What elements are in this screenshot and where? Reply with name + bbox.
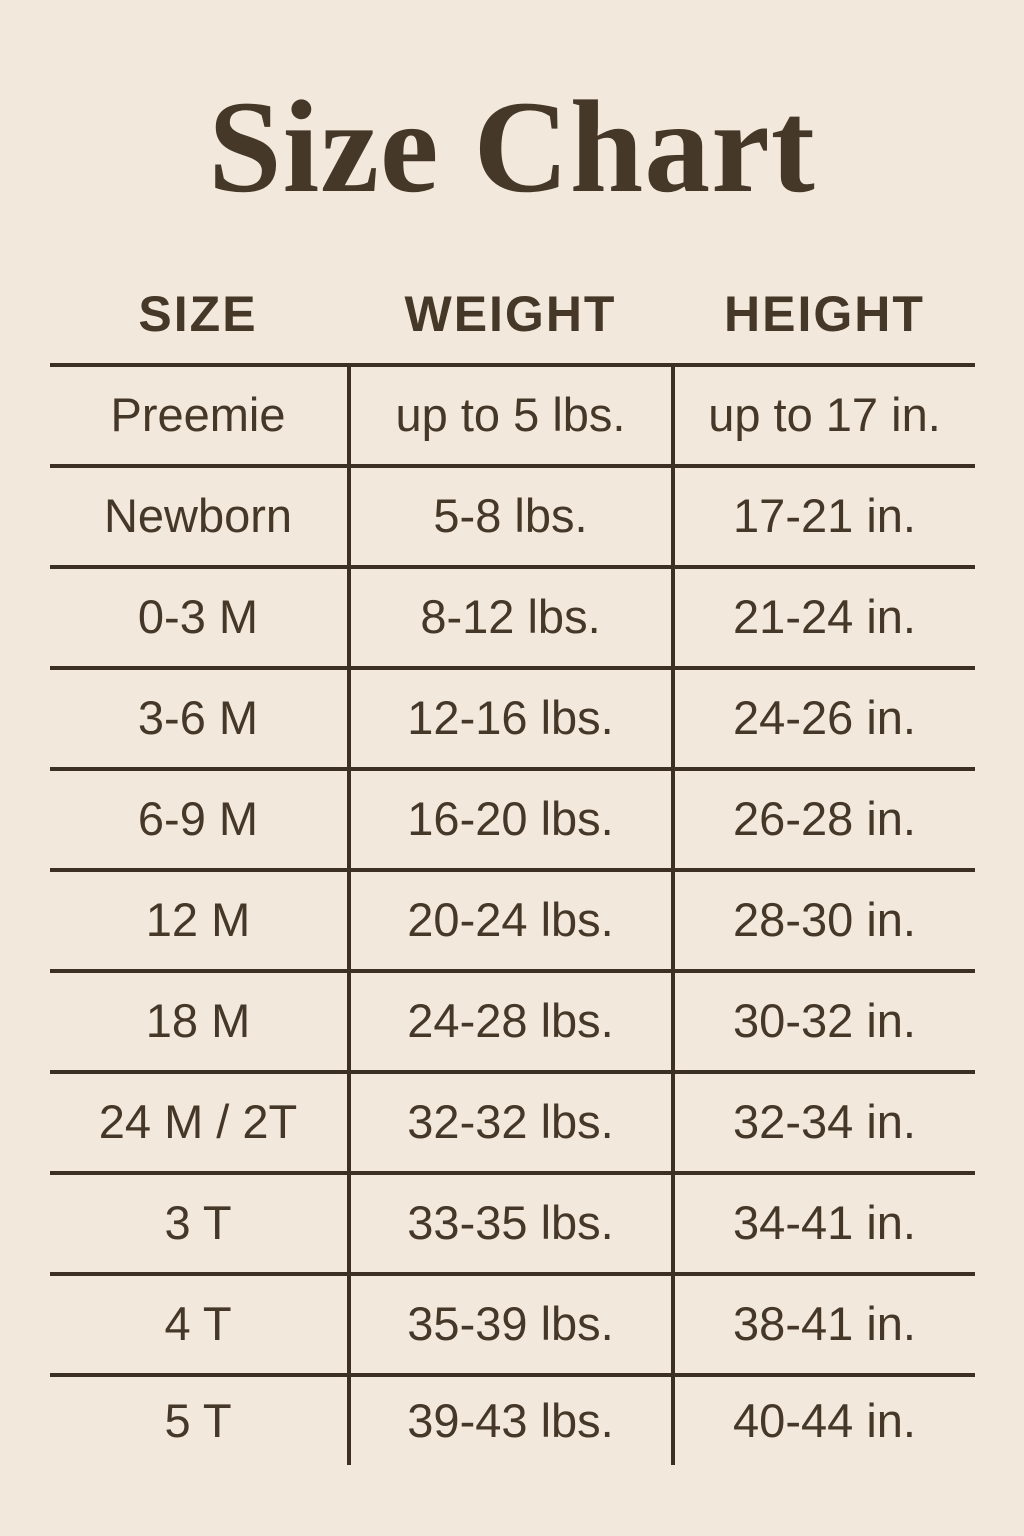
table-row: [50, 872, 975, 973]
height-cell: 30-32 in.: [733, 994, 916, 1048]
table-header-row: [50, 267, 975, 367]
size-cell: 6-9 M: [137, 792, 259, 846]
size-cell: 18 M: [145, 994, 251, 1048]
table-row: [50, 973, 975, 1074]
weight-cell: 32-32 lbs.: [347, 1074, 675, 1171]
size-cell: 0-3 M: [137, 590, 259, 644]
table-row: [50, 468, 975, 569]
weight-cell: 12-16 lbs.: [347, 670, 675, 767]
table-body: [50, 367, 975, 1465]
size-chart-page: [0, 73, 1024, 1536]
table-row: [50, 1074, 975, 1175]
height-cell: 21-24 in.: [733, 590, 916, 644]
table-row: [50, 569, 975, 670]
weight-cell: 33-35 lbs.: [347, 1175, 675, 1272]
weight-cell: 35-39 lbs.: [347, 1276, 675, 1373]
weight-cell: 24-28 lbs.: [347, 973, 675, 1070]
weight-cell: 8-12 lbs.: [347, 569, 675, 666]
height-cell: 24-26 in.: [733, 691, 916, 745]
weight-cell: 5-8 lbs.: [347, 468, 675, 565]
height-cell: 17-21 in.: [733, 489, 916, 543]
weight-cell: up to 5 lbs.: [347, 367, 675, 464]
height-cell: 34-41 in.: [733, 1196, 916, 1250]
height-cell: 28-30 in.: [733, 893, 916, 947]
height-cell: 40-44 in.: [733, 1393, 916, 1447]
table-row: [50, 1276, 975, 1377]
table-row: [50, 670, 975, 771]
column-header-height: HEIGHT: [724, 286, 925, 343]
weight-cell: 39-43 lbs.: [347, 1377, 675, 1465]
size-cell: Newborn: [103, 489, 293, 543]
size-cell: 24 M / 2T: [98, 1095, 298, 1149]
size-cell: Preemie: [110, 388, 286, 442]
height-cell: 38-41 in.: [733, 1297, 916, 1351]
table-row: [50, 1175, 975, 1276]
column-header-weight: WEIGHT: [404, 286, 617, 343]
height-cell: 32-34 in.: [733, 1095, 916, 1149]
table-row: [50, 367, 975, 468]
table-row: [50, 1377, 975, 1465]
weight-cell: 16-20 lbs.: [347, 771, 675, 868]
size-cell: 3-6 M: [137, 691, 259, 745]
height-cell: 26-28 in.: [733, 792, 916, 846]
size-cell: 5 T: [164, 1393, 232, 1447]
size-cell: 3 T: [164, 1196, 232, 1250]
column-header-size: SIZE: [138, 286, 258, 343]
weight-cell: 20-24 lbs.: [347, 872, 675, 969]
page-title: Size Chart: [208, 73, 816, 220]
height-cell: up to 17 in.: [708, 388, 941, 442]
size-cell: 4 T: [164, 1297, 232, 1351]
table-row: [50, 771, 975, 872]
size-chart-table: [50, 267, 975, 1465]
size-cell: 12 M: [145, 893, 251, 947]
